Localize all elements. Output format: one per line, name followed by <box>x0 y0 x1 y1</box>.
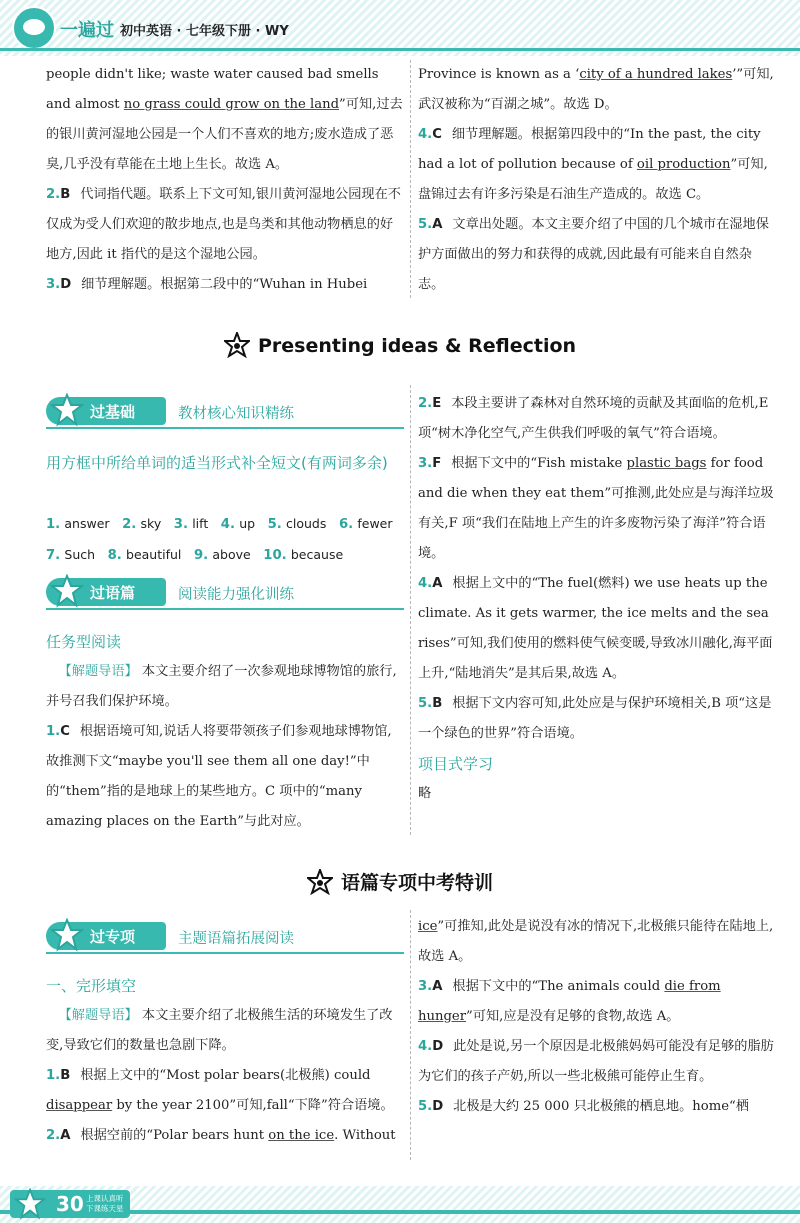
answer-item: 5.A 文章出处题。本文主要介绍了中国的几个城市在湿地保护方面做出的努力和获得的成就,因此最有可能来自自然杂志。 <box>418 217 769 292</box>
answer-item: 1.C 根据语境可知,说话人将要带领孩子们参观地球博物馆,故推测下文“maybe you'll see them all one day!”中的“them”指的是地球上的某些地方。C 项中的“many amazing places on the Earth”与此对应。 <box>46 724 392 829</box>
cloze-heading: 一、完形填空 <box>46 977 137 995</box>
top-right-column <box>418 60 776 300</box>
banner-badge <box>46 578 166 606</box>
answer-item: 2.B 代词指代题。联系上下文可知,银川黄河湿地公园现在不仅成为受人们欢迎的散步地点,也是鸟类和其他动物栖息的好地方,因此 it 指代的是这个湿地公园。 <box>46 187 401 262</box>
top-left-column <box>46 60 404 300</box>
guide-paragraph: 【解题导语】 本文主要介绍了北极熊生活的环境发生了改变,导致它们的数量也急剧下降。 <box>46 1008 393 1053</box>
answer-item: 5.D 北极是大约 25 000 只北极熊的栖息地。home“栖 <box>418 1099 749 1114</box>
banner-subtitle: 阅读能力强化训练 <box>178 587 294 603</box>
banner-subtitle: 教材核心知识精练 <box>178 406 294 422</box>
banner-title: 过专项 <box>90 928 136 946</box>
s1-right-column <box>418 389 776 809</box>
task-heading: 任务型阅读 <box>46 633 122 651</box>
footer-badge <box>10 1190 130 1218</box>
header-divider <box>0 48 800 51</box>
book-title: 初中英语 · 七年级下册 · WY <box>120 24 289 39</box>
brand-name: 一遍过 <box>60 20 114 41</box>
project-heading: 项目式学习 <box>418 755 494 773</box>
page-header <box>0 0 800 56</box>
s1-left-top <box>46 448 404 478</box>
guide-paragraph: 【解题导语】 本文主要介绍了一次参观地球博物馆的旅行,并号召我们保护环境。 <box>46 664 397 709</box>
answer-item: 3.F 根据下文中的“Fish mistake plastic bags for food and die when they eat them”可推测,此处应是与海洋垃圾有关,F 项“我们在陆地上产生的许多废物污染了海洋”符合语境。 <box>418 456 774 561</box>
page-footer <box>0 1186 800 1223</box>
answer-continuation: ice”可推知,此处是说没有冰的情况下,北极熊只能待在陆地上,故选 A。 <box>418 919 774 964</box>
answer-item: 5.B 根据下文内容可知,此处应是与保护环境相关,B 项“这是一个绿色的世界”符合语境。 <box>418 696 772 741</box>
banner-subtitle: 主题语篇拓展阅读 <box>178 931 294 947</box>
banner-badge <box>46 397 166 425</box>
column-divider <box>410 910 412 1160</box>
star-badge-icon <box>50 393 84 427</box>
answer-continuation: Province is known as a ‘city of a hundred lakes’”可知,武汉被称为“百湖之城”。故选 D。 <box>418 67 774 112</box>
answer-item: 4.A 根据上文中的“The fuel(燃料) we use heats up the climate. As it gets warmer, the ice melts and the sea rises”可知,我们使用的燃料使气候变暖,导致冰川融化,海平面上升,“陆地消失”是其后果,故选 A。 <box>418 576 773 681</box>
banner-guozhuanxiang <box>46 922 404 954</box>
s1-left-task <box>46 627 404 837</box>
mascot-logo-icon <box>12 6 56 50</box>
answer-row: 7. Such 8. beautiful 9. above 10. because <box>46 547 344 563</box>
mascot-icon <box>14 1188 46 1220</box>
section-heading-presenting: Presenting ideas & Reflection <box>0 332 800 358</box>
answer-continuation: people didn't like; waste water caused bad smells and almost no grass could grow on the land”可知,过去的银川黄河湿地公园是一个人们不喜欢的地方;废水造成了恶臭,几乎没有草能在土地上生长。故选 A。 <box>46 67 403 172</box>
answer-item: 4.D 此处是说,另一个原因是北极熊妈妈可能没有足够的脂肪为它们的孩子产奶,所以一些北极熊可能停止生育。 <box>418 1039 774 1084</box>
banner-title: 过语篇 <box>90 584 136 602</box>
answer-row: 1. answer 2. sky 3. lift 4. up 5. clouds 6. fewer <box>46 516 393 532</box>
star-badge-icon <box>50 574 84 608</box>
banner-guoyupian <box>46 578 404 610</box>
answer-item: 3.A 根据下文中的“The animals could die from hunger”可知,应是没有足够的食物,故选 A。 <box>418 979 721 1024</box>
answer-item: 1.B 根据上文中的“Most polar bears(北极熊) could disappear by the year 2100”可知,fall“下降”符合语境。 <box>46 1068 394 1113</box>
answer-item: 2.E 本段主要讲了森林对自然环境的贡献及其面临的危机,E 项“树木净化空气,产生供我们呼吸的氧气”符合语境。 <box>418 396 769 441</box>
star-mascot-icon <box>224 332 250 358</box>
banner-badge <box>46 922 166 950</box>
column-divider <box>410 385 412 835</box>
s2-left-column <box>46 971 404 1151</box>
answer-item: 4.C 细节理解题。根据第四段中的“In the past, the city had a lot of pollution because of oil production”可知,盘锦过去有许多污染是石油生产造成的。故选 C。 <box>418 127 768 202</box>
project-answer: 略 <box>418 786 432 801</box>
banner-title: 过基础 <box>90 403 136 421</box>
word-answers <box>46 509 404 571</box>
answer-item: 3.D 细节理解题。根据第二段中的“Wuhan in Hubei <box>46 277 368 292</box>
column-divider <box>410 60 412 298</box>
star-badge-icon <box>50 918 84 952</box>
exercise-instruction: 用方框中所给单词的适当形式补全短文(有两词多余) <box>46 454 388 472</box>
footer-slogan: 上课认真听 下课练天星 <box>86 1194 124 1213</box>
s2-right-column <box>418 912 776 1122</box>
banner-guojichu <box>46 397 404 429</box>
answer-item: 2.A 根据空前的“Polar bears hunt on the ice. Without <box>46 1128 396 1143</box>
star-mascot-icon <box>307 869 333 895</box>
section-heading-exam-training: 语篇专项中考特训 <box>0 868 800 895</box>
page-number: 30 <box>56 1192 84 1216</box>
